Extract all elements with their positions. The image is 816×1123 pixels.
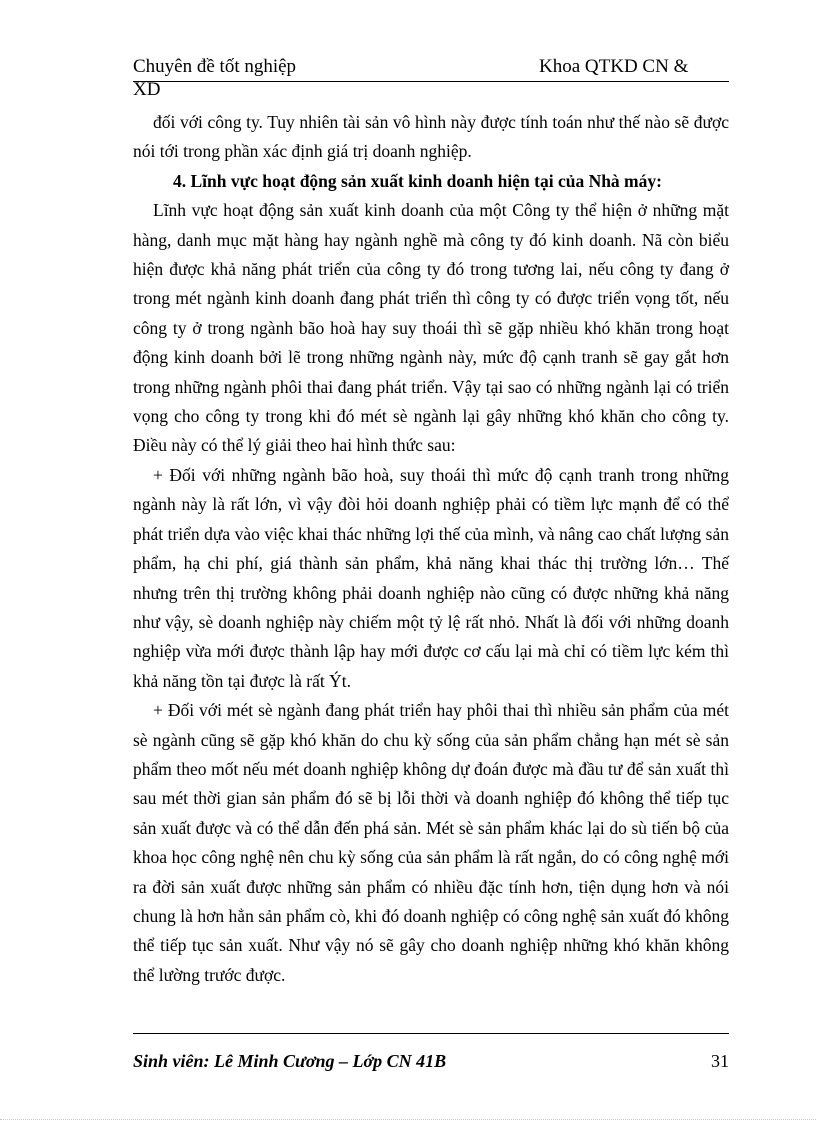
page-edge-divider	[0, 1119, 816, 1120]
header-title: Chuyên đề tốt nghiệp	[133, 56, 297, 77]
paragraph-intangible-assets: đối với công ty. Tuy nhiên tài sản vô hình này được tính toán như thế nào sẽ được nói tới trong phần xác định giá trị doanh nghiệp.	[133, 112, 729, 162]
page-number: 31	[711, 1051, 729, 1071]
header-rule	[133, 81, 729, 82]
document-body	[133, 108, 729, 990]
section-heading: 4. Lĩnh vực hoạt động sản xuất kinh doanh hiện tại của Nhà máy:	[173, 170, 662, 191]
paragraph-saturated-industries: + Đối với những ngành bão hoà, suy thoái thì mức độ cạnh tranh trong những ngành này là rất lớn, vì vậy đòi hỏi doanh nghiệp phải có tiềm lực mạnh để có thể phát triển dựa vào việc khai thác những lợi thế của mình, và nâng cao chất lượng sản phẩm, hạ chi phí, giá thành sản phẩm, khả năng khai thác thị trường lớn… Thế nhưng trên thị trường không phải doanh nghiệp nào cũng có được những khả năng như vậy, sè doanh nghiệp này chiếm một tỷ lệ rất nhỏ. Nhất là đối với những doanh nghiệp vừa mới được thành lập hay mới được cơ cấu lại mà chỉ có tiềm lực kém thì khả năng tồn tại được là rất Ýt.	[133, 464, 729, 691]
header-department-wrap: XD	[133, 79, 161, 100]
header-department: Khoa QTKD CN &	[539, 56, 689, 77]
paragraph-emerging-industries: + Đối với mét sè ngành đang phát triển hay phôi thai thì nhiều sản phẩm của mét sè ngành cũng sẽ gặp khó khăn do chu kỳ sống của sản phẩm chẳng hạn mét sè sản phẩm theo mốt nếu mét doanh nghiệp không dự đoán được mà đầu tư để sản xuất thì sau mét thời gian sản phẩm đó sẽ bị lỗi thời và doanh nghiệp đó không thể tiếp tục sản xuất được và có thể dẫn đến phá sản. Mét sè sản phẩm khác lại do sù tiến bộ của khoa học công nghệ nên chu kỳ sống của sản phẩm là rất ngắn, do có công nghệ mới ra đời sản xuất được những sản phẩm có nhiều đặc tính hơn, tiện dụng hơn và nói chung là hơn hẳn sản phẩm cò, khi đó doanh nghiệp có công nghệ sản xuất đó không thể tiếp tục sản xuất. Như vậy nó sẽ gây cho doanh nghiệp những khó khăn không thể lường trước được.	[133, 700, 729, 985]
paragraph-business-field: Lĩnh vực hoạt động sản xuất kinh doanh của một Công ty thể hiện ở những mặt hàng, danh mục mặt hàng hay ngành nghề mà công ty đó kinh doanh. Nã còn biểu hiện được khả năng phát triển của công ty đó trong tương lai, nếu công ty đang ở trong mét ngành kinh doanh đang phát triển thì công ty có được triển vọng tốt, nếu công ty ở trong ngành bão hoà hay suy thoái thì sẽ gặp nhiều khó khăn trong hoạt động kinh doanh bởi lẽ trong những ngành này, mức độ cạnh tranh sẽ gay gắt hơn trong những ngành phôi thai đang phát triển. Vậy tại sao có những ngành lại có triển vọng cho công ty trong khi đó mét sè ngành lại gây những khó khăn cho công ty. Điều này có thể lý giải theo hai hình thức sau:	[133, 200, 729, 456]
footer-rule	[133, 1033, 729, 1034]
footer-student: Sinh viên: Lê Minh Cương – Lớp CN 41B	[133, 1051, 447, 1071]
